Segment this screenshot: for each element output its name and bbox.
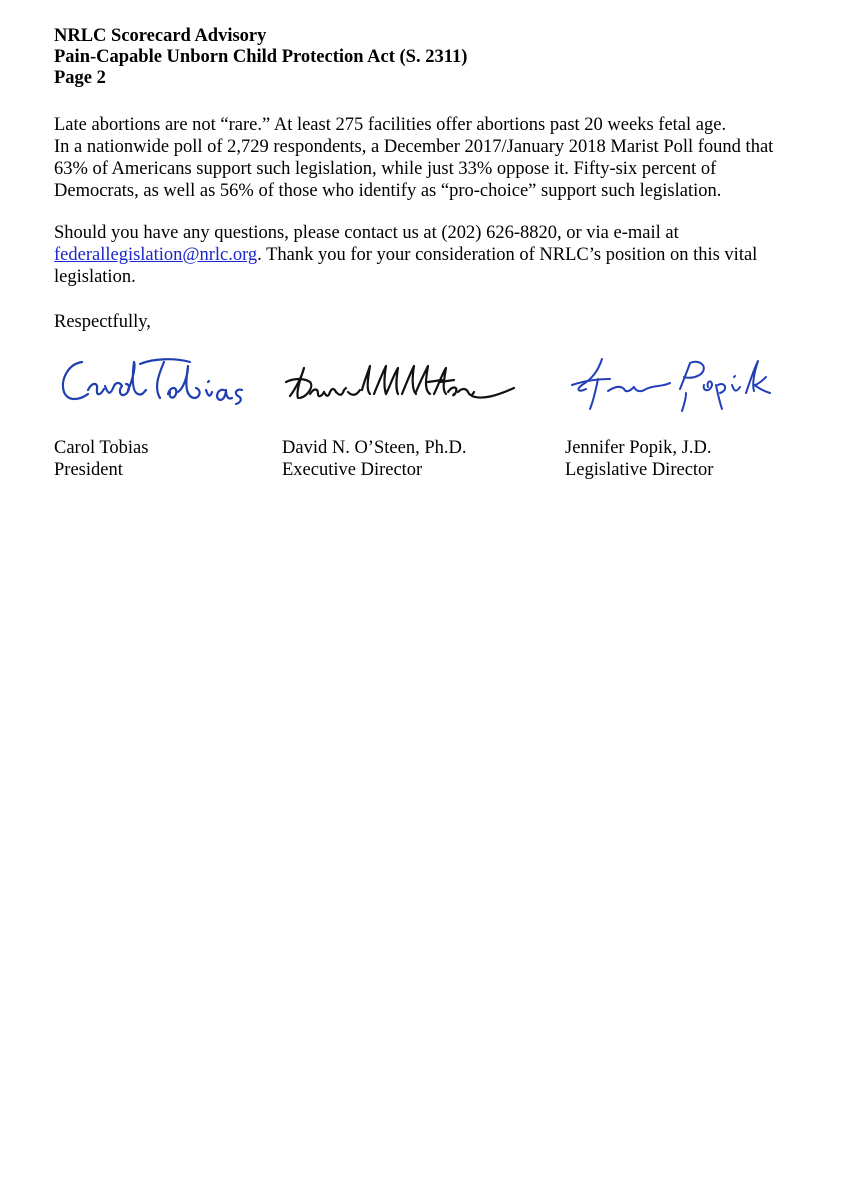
- header-bill-name: Pain-Capable Unborn Child Protection Act (S. 2311): [54, 47, 468, 67]
- signer-title: Executive Director: [282, 460, 423, 480]
- header-page-number: Page 2: [54, 68, 106, 88]
- signature-carol-tobias: [56, 352, 246, 412]
- signature-strokes: [63, 359, 242, 404]
- signer-name: Carol Tobias: [54, 438, 149, 458]
- closing-salutation: Respectfully,: [54, 312, 151, 332]
- paragraph-contact: [54, 222, 814, 288]
- header-title: NRLC Scorecard Advisory: [54, 26, 267, 46]
- paragraph-line: Should you have any questions, please contact us at (202) 626-8820, or via e-mail at: [54, 223, 679, 243]
- signer-block-david-osteen: [282, 437, 466, 481]
- paragraph-line-rest: . Thank you for your consideration of NRLC’s position on this vital: [257, 245, 758, 265]
- signature-david-osteen: [282, 360, 518, 408]
- advisory-header: [54, 26, 467, 89]
- paragraph-line: [54, 244, 814, 266]
- signature-jennifer-popik: [568, 355, 774, 413]
- email-link[interactable]: federallegislation@nrlc.org: [54, 245, 258, 265]
- signer-name: David N. O’Steen, Ph.D.: [282, 438, 467, 458]
- signer-block-carol-tobias: [54, 437, 148, 481]
- paragraph-line: Late abortions are not “rare.” At least 275 facilities offer abortions past 20 weeks fetal age.: [54, 115, 727, 135]
- paragraph-line: Democrats, as well as 56% of those who identify as “pro-choice” support such legislation.: [54, 181, 722, 201]
- signer-block-jennifer-popik: [565, 437, 713, 481]
- signature-strokes: [286, 366, 514, 398]
- signature-strokes: [572, 359, 770, 411]
- paragraph-line: legislation.: [54, 267, 136, 287]
- signer-title: Legislative Director: [565, 460, 714, 480]
- signer-name: Jennifer Popik, J.D.: [565, 438, 712, 458]
- signer-title: President: [54, 460, 123, 480]
- paragraph-line: 63% of Americans support such legislation, while just 33% oppose it. Fifty-six percent of: [54, 159, 717, 179]
- paragraph-statistics: [54, 114, 814, 202]
- paragraph-line: In a nationwide poll of 2,729 respondents, a December 2017/January 2018 Marist Poll found that: [54, 137, 774, 157]
